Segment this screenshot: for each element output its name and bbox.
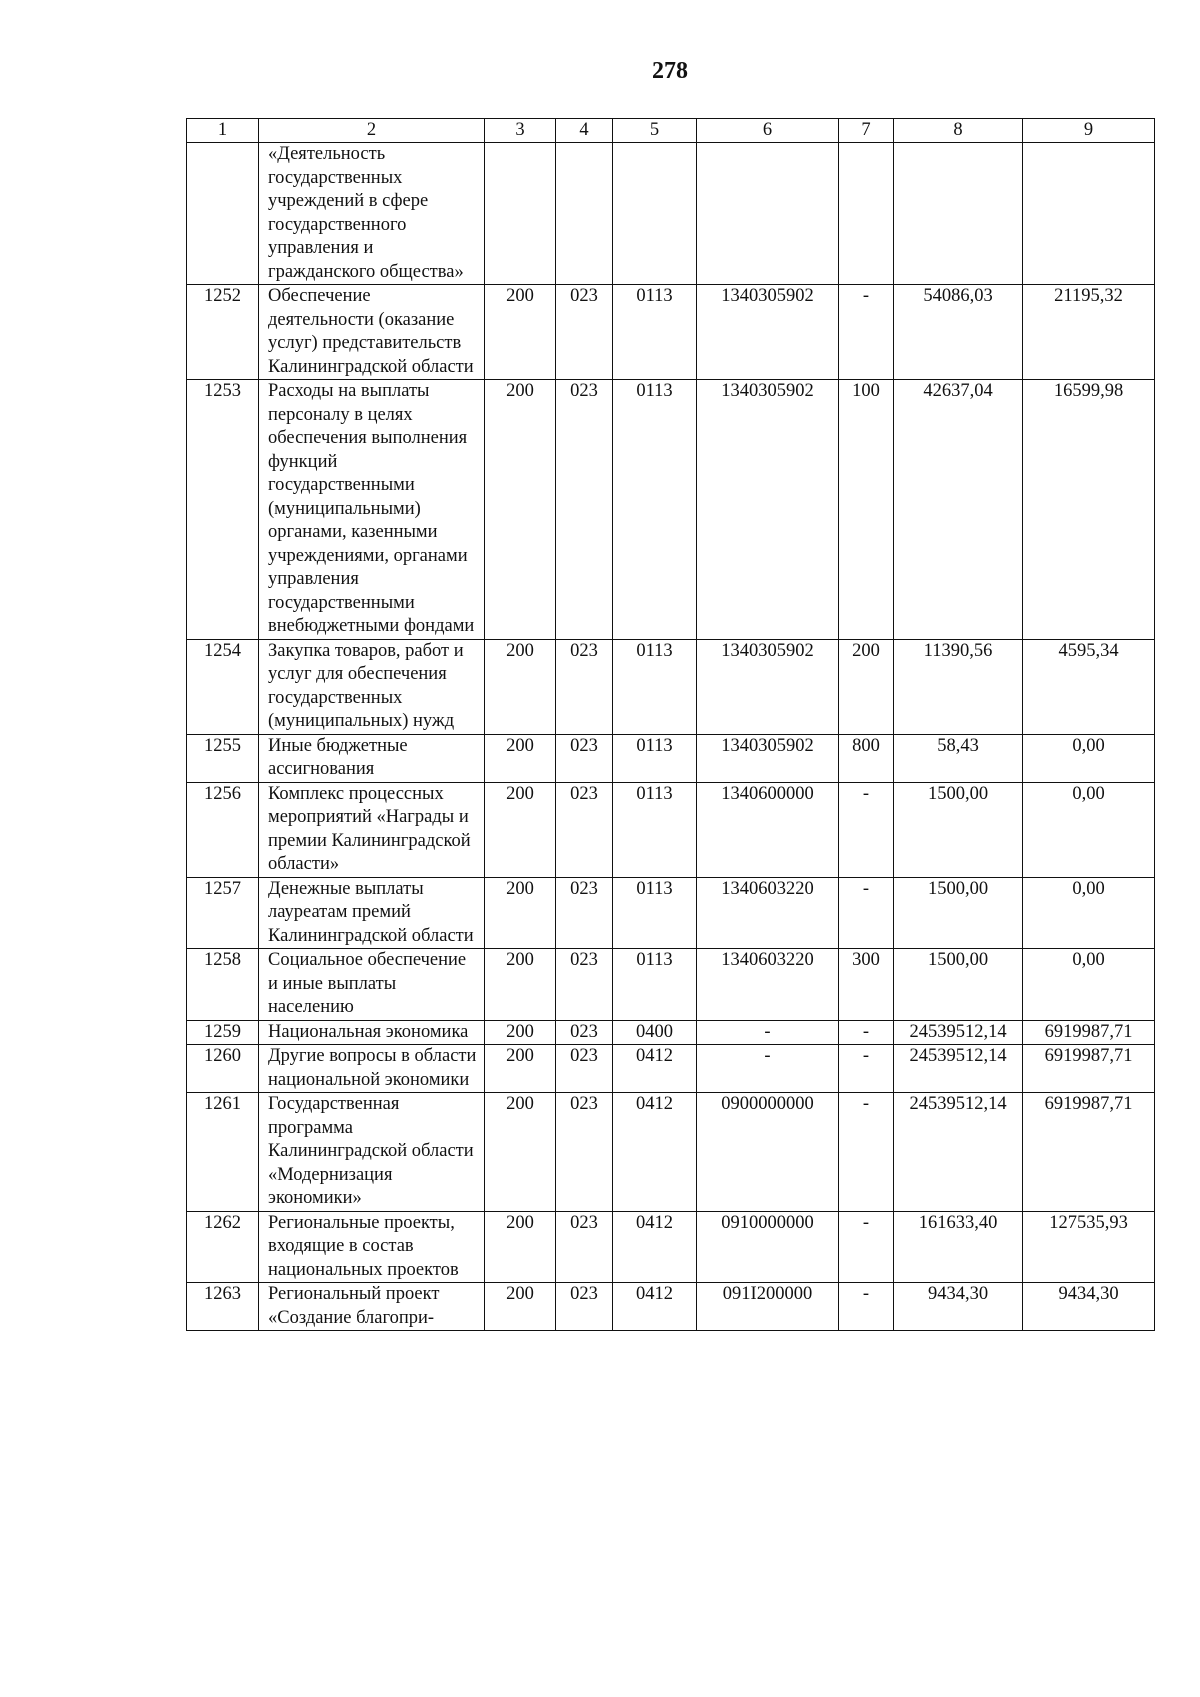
row-code-5: 0113 [613,285,697,380]
row-code-4: 023 [556,877,613,949]
row-code-6: 1340603220 [697,949,839,1021]
row-code-6: 1340305902 [697,380,839,640]
row-amount-8: 24539512,14 [894,1020,1023,1045]
row-code-5: 0113 [613,380,697,640]
row-amount-8: 42637,04 [894,380,1023,640]
row-code-5 [613,143,697,285]
row-code-6: 0900000000 [697,1093,839,1212]
row-code-4: 023 [556,380,613,640]
row-amount-9: 16599,98 [1023,380,1155,640]
row-code-3: 200 [485,639,556,734]
row-code-4: 023 [556,734,613,782]
row-code-3 [485,143,556,285]
row-code-7: 800 [839,734,894,782]
table-row [187,285,1155,380]
row-amount-9: 4595,34 [1023,639,1155,734]
row-code-3: 200 [485,734,556,782]
row-amount-9: 21195,32 [1023,285,1155,380]
header-cell: 9 [1023,119,1155,143]
row-code-7: - [839,877,894,949]
row-code-7: - [839,1211,894,1283]
row-code-5: 0113 [613,734,697,782]
row-name: Национальная экономика [259,1020,485,1045]
table-row [187,734,1155,782]
row-amount-9: 0,00 [1023,782,1155,877]
row-code-3: 200 [485,380,556,640]
row-code-5: 0412 [613,1283,697,1331]
row-amount-8: 9434,30 [894,1283,1023,1331]
table-row [187,1045,1155,1093]
row-amount-8: 54086,03 [894,285,1023,380]
table-row [187,1211,1155,1283]
row-amount-8: 24539512,14 [894,1045,1023,1093]
table-row [187,782,1155,877]
row-code-3: 200 [485,1020,556,1045]
table-row [187,1093,1155,1212]
row-code-5: 0412 [613,1093,697,1212]
header-cell: 3 [485,119,556,143]
row-number: 1256 [187,782,259,877]
table-row [187,380,1155,640]
row-code-5: 0412 [613,1211,697,1283]
table-row [187,1020,1155,1045]
row-amount-9: 0,00 [1023,877,1155,949]
header-cell: 4 [556,119,613,143]
row-code-7: - [839,1283,894,1331]
row-number [187,143,259,285]
row-code-3: 200 [485,1093,556,1212]
row-amount-9: 6919987,71 [1023,1045,1155,1093]
header-cell: 1 [187,119,259,143]
header-cell: 8 [894,119,1023,143]
row-code-3: 200 [485,285,556,380]
row-number: 1262 [187,1211,259,1283]
row-code-6: 1340305902 [697,734,839,782]
row-name: Закупка товаров, работ и услуг для обеспечения государственных (муниципальных) нужд [259,639,485,734]
row-code-6 [697,143,839,285]
row-code-3: 200 [485,1045,556,1093]
table-row [187,143,1155,285]
row-name: Региональные проекты, входящие в состав национальных проектов [259,1211,485,1283]
row-name: Другие вопросы в области национальной экономики [259,1045,485,1093]
table-row [187,877,1155,949]
row-amount-9: 0,00 [1023,949,1155,1021]
row-code-7: - [839,285,894,380]
table-body [187,143,1155,1331]
budget-table [186,118,1155,1331]
row-number: 1259 [187,1020,259,1045]
row-name: Региональный проект «Создание благопри- [259,1283,485,1331]
row-name: «Деятельность государственных учреждений в сфере государственного управления и гражданского общества» [259,143,485,285]
row-number: 1260 [187,1045,259,1093]
row-amount-9: 127535,93 [1023,1211,1155,1283]
header-cell: 2 [259,119,485,143]
row-number: 1263 [187,1283,259,1331]
row-amount-8: 1500,00 [894,782,1023,877]
row-name: Государственная программа Калининградской области «Модернизация экономики» [259,1093,485,1212]
row-name: Денежные выплаты лауреатам премий Калининградской области [259,877,485,949]
header-cell: 6 [697,119,839,143]
row-number: 1254 [187,639,259,734]
row-code-4: 023 [556,1211,613,1283]
row-code-3: 200 [485,1211,556,1283]
table-row [187,639,1155,734]
row-code-6: - [697,1045,839,1093]
row-name: Комплекс процессных мероприятий «Награды и премии Калининградской области» [259,782,485,877]
row-amount-9: 0,00 [1023,734,1155,782]
row-code-7: - [839,782,894,877]
row-code-6: 0910000000 [697,1211,839,1283]
row-code-5: 0113 [613,639,697,734]
row-amount-9: 6919987,71 [1023,1020,1155,1045]
row-amount-9: 6919987,71 [1023,1093,1155,1212]
row-number: 1257 [187,877,259,949]
row-amount-8: 11390,56 [894,639,1023,734]
row-number: 1255 [187,734,259,782]
row-amount-9 [1023,143,1155,285]
row-code-7: 300 [839,949,894,1021]
row-code-7: - [839,1020,894,1045]
row-code-7 [839,143,894,285]
row-code-4: 023 [556,949,613,1021]
row-amount-8: 1500,00 [894,949,1023,1021]
table-row [187,1283,1155,1331]
row-code-6: 091I200000 [697,1283,839,1331]
row-name: Иные бюджетные ассигнования [259,734,485,782]
page-number: 278 [652,58,688,84]
row-code-6: 1340305902 [697,285,839,380]
row-code-5: 0113 [613,782,697,877]
row-name: Расходы на выплаты персоналу в целях обеспечения выполнения функций государственными (муниципальными) органами, казенными учреждениями, органами управления государственными внебюджетными фондами [259,380,485,640]
row-code-3: 200 [485,877,556,949]
row-code-4: 023 [556,285,613,380]
row-number: 1261 [187,1093,259,1212]
row-code-5: 0400 [613,1020,697,1045]
row-code-4: 023 [556,1283,613,1331]
row-code-4: 023 [556,1045,613,1093]
row-name: Социальное обеспечение и иные выплаты населению [259,949,485,1021]
row-amount-8: 1500,00 [894,877,1023,949]
row-code-4: 023 [556,1093,613,1212]
row-code-6: 1340603220 [697,877,839,949]
row-amount-8: 58,43 [894,734,1023,782]
row-code-4: 023 [556,639,613,734]
row-code-5: 0412 [613,1045,697,1093]
row-code-3: 200 [485,1283,556,1331]
row-code-7: - [839,1045,894,1093]
header-row [187,119,1155,143]
header-cell: 5 [613,119,697,143]
header-cell: 7 [839,119,894,143]
row-code-3: 200 [485,782,556,877]
row-code-5: 0113 [613,877,697,949]
row-number: 1258 [187,949,259,1021]
row-number: 1253 [187,380,259,640]
row-amount-8: 161633,40 [894,1211,1023,1283]
row-code-4 [556,143,613,285]
row-amount-8: 24539512,14 [894,1093,1023,1212]
row-code-4: 023 [556,1020,613,1045]
row-code-6: - [697,1020,839,1045]
row-code-3: 200 [485,949,556,1021]
table-row [187,949,1155,1021]
row-code-6: 1340600000 [697,782,839,877]
row-code-7: - [839,1093,894,1212]
row-code-4: 023 [556,782,613,877]
row-code-5: 0113 [613,949,697,1021]
row-code-7: 100 [839,380,894,640]
row-name: Обеспечение деятельности (оказание услуг) представительств Калининградской области [259,285,485,380]
row-number: 1252 [187,285,259,380]
row-code-6: 1340305902 [697,639,839,734]
row-code-7: 200 [839,639,894,734]
row-amount-9: 9434,30 [1023,1283,1155,1331]
row-amount-8 [894,143,1023,285]
